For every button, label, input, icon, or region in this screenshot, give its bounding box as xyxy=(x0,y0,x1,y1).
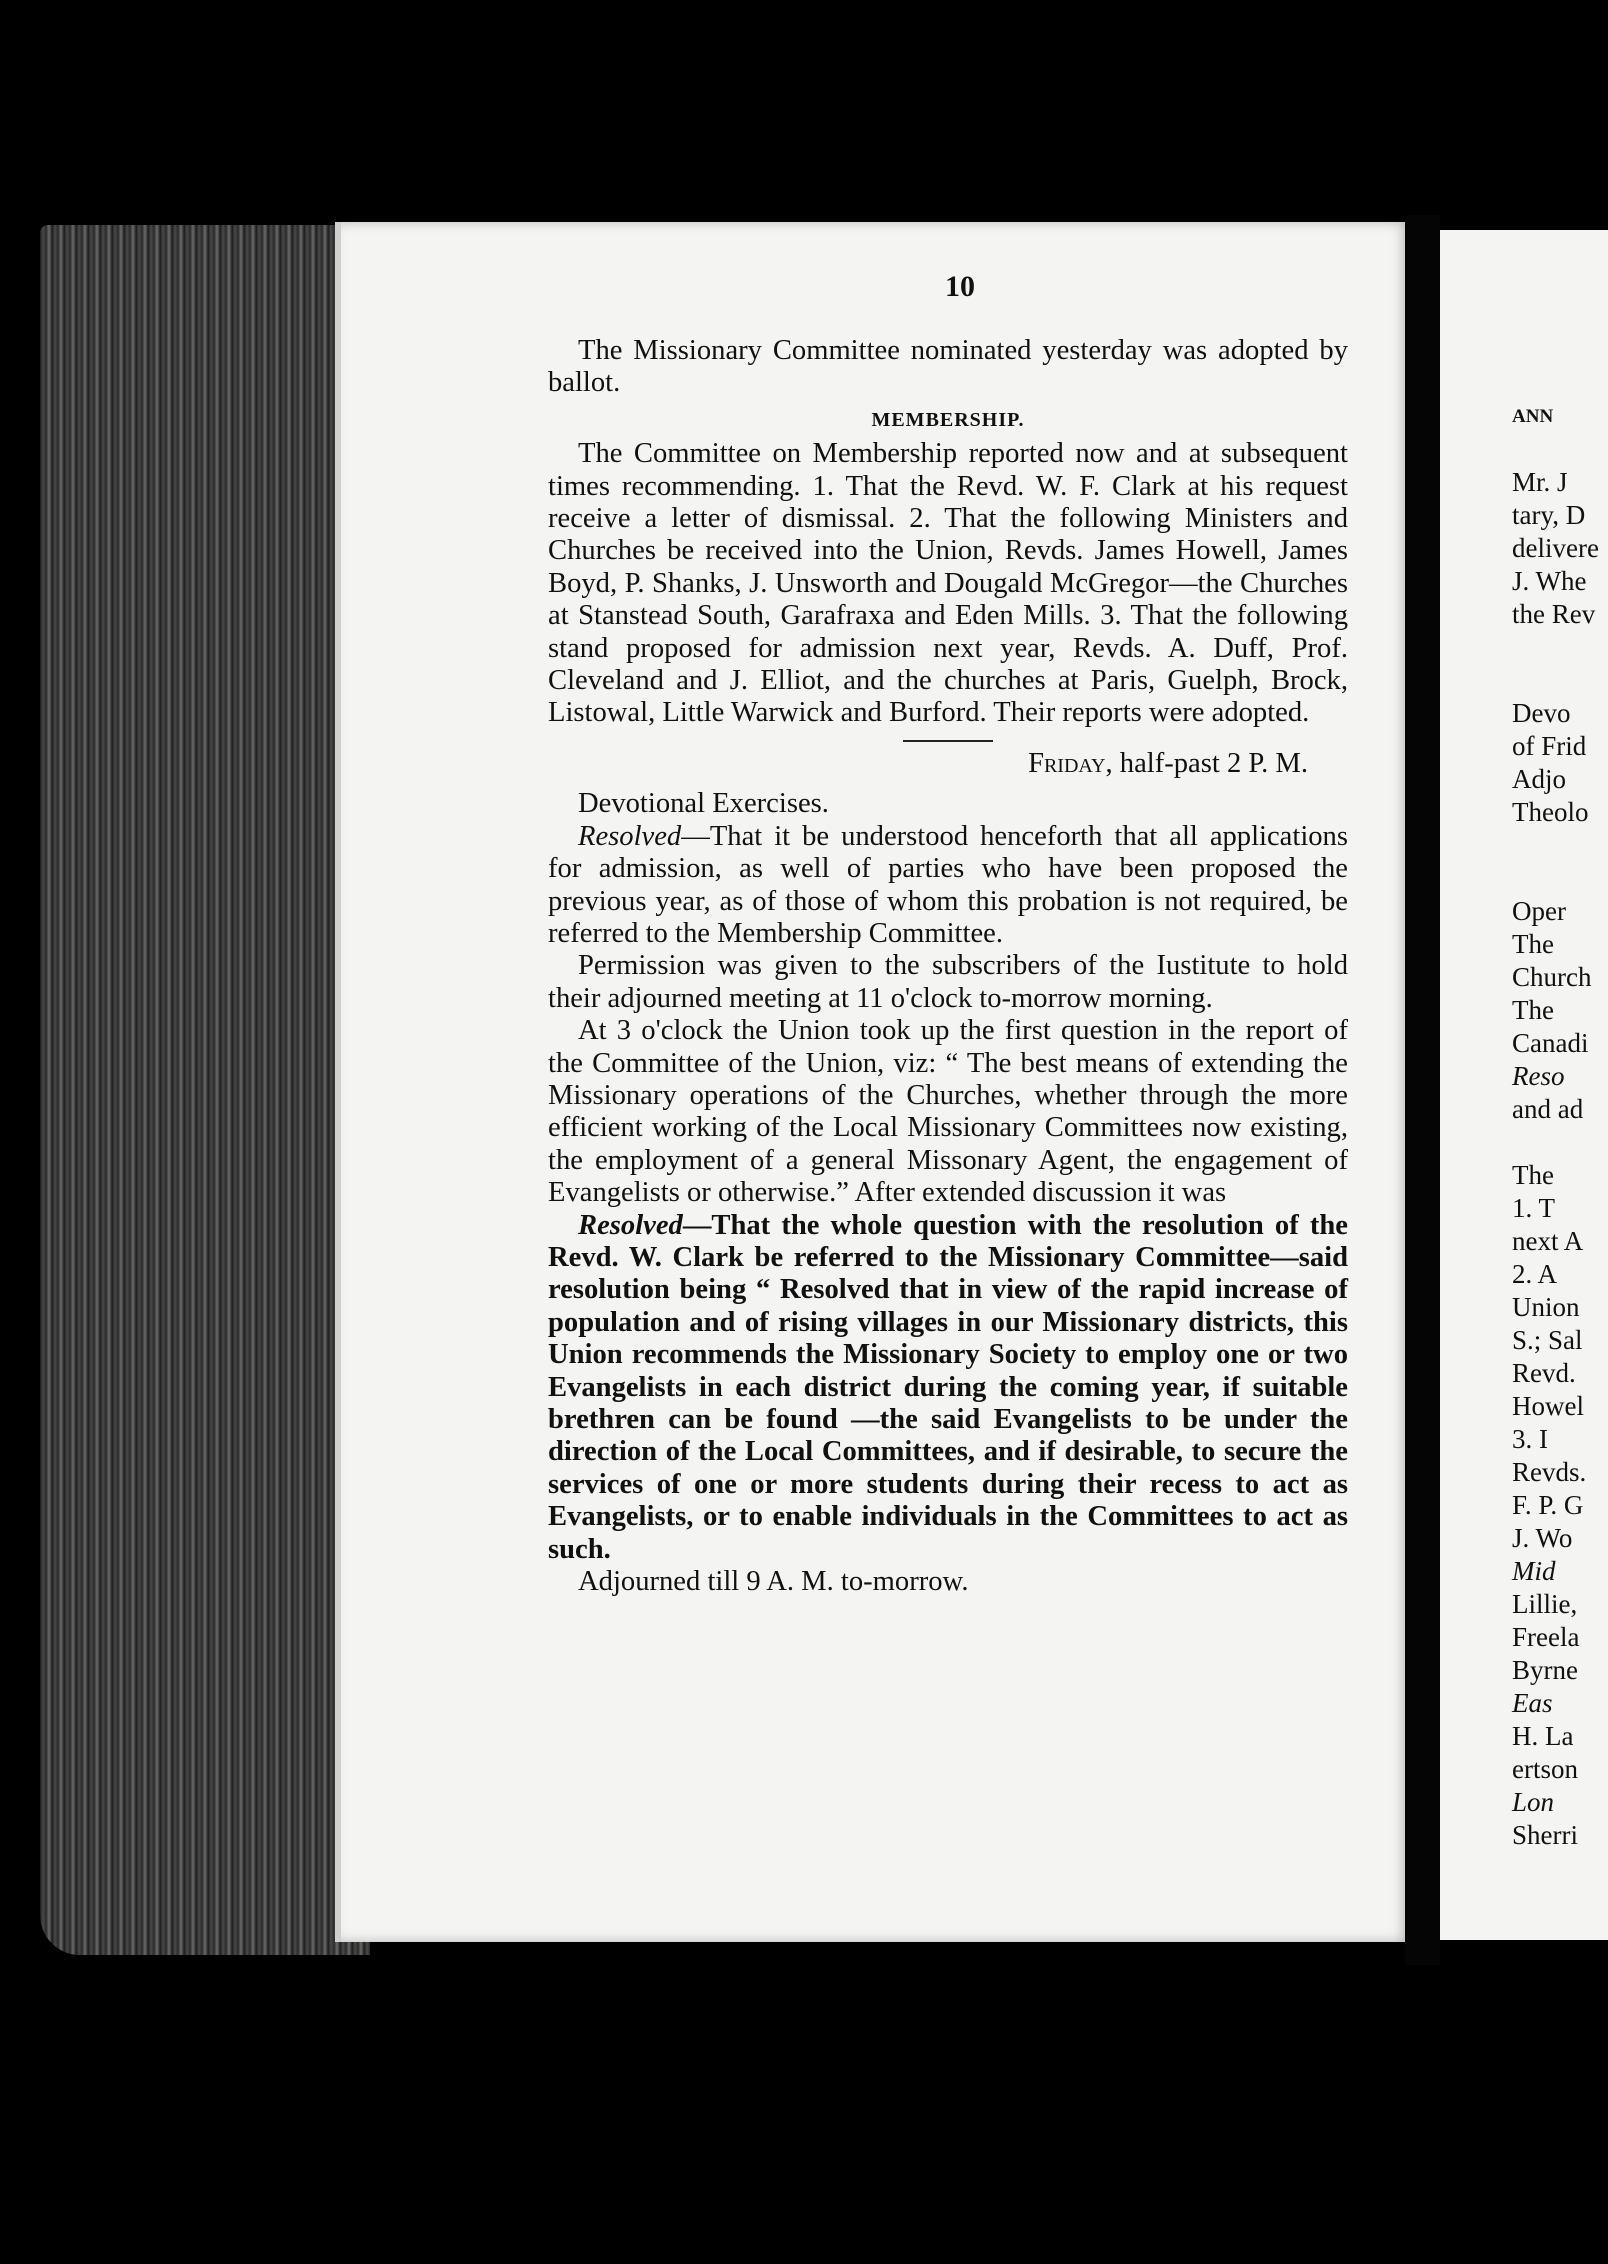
resolved-text: —That it be understood henceforth that all applications for admission, as well of parties who have been proposed the previous year, as of those of whom this probation is not required, be referred to the Membership Committee. xyxy=(548,820,1348,949)
right-page-line: The xyxy=(1512,995,1554,1025)
right-page-line: Church xyxy=(1512,962,1592,992)
paragraph-union-question: At 3 o'clock the Union took up the first question in the report of the Committee of the Union, viz: “ The best means of extending the Missionary operations of the Churches, whether through the more efficient working of the Local Missionary Committees now existing, the employment of a general Missonary Agent, the engagement of Evangelists or otherwise.” After extended discussion it was xyxy=(548,1015,1348,1209)
right-page-line xyxy=(1512,1126,1608,1159)
heading-membership: MEMBERSHIP. xyxy=(871,408,1025,431)
right-page-line: ertson xyxy=(1512,1754,1578,1784)
right-page-line: Union xyxy=(1512,1292,1580,1322)
right-page-line: Eas xyxy=(1512,1688,1553,1718)
section-divider xyxy=(903,740,993,742)
paragraph-membership-report: The Committee on Membership reported now and at subsequent times recommending. 1. That the Revd. W. F. Clark at his request receive a letter of dismissal. 2. That the following Ministers and Churches be received into the Union, Revds. James Howell, James Boyd, P. Shanks, J. Unsworth and Dougald McGregor—the Churches at Stanstead South, Garafraxa and Eden Mills. 3. That the following stand proposed for admission next year, Revds. A. Duff, Prof. Cleveland and J. Elliot, and the churches at Paris, Guelph, Brock, Listowal, Little Warwick and Burford. Their reports were adopted. xyxy=(548,438,1348,729)
right-page-line: the Rev xyxy=(1512,599,1596,629)
paragraph-permission: Permission was given to the subscribers of the Iustitute to hold their adjourned meeting at 11 o'clock to-morrow morning. xyxy=(548,950,1348,1014)
paragraph-missionary-committee: The Missionary Committee nominated yesterday was adopted by ballot. xyxy=(548,335,1348,399)
right-page-line: Freela xyxy=(1512,1622,1580,1652)
right-page-line: J. Wo xyxy=(1512,1523,1573,1553)
right-page-line: F. P. G xyxy=(1512,1490,1584,1520)
right-page-line: Mr. J xyxy=(1512,467,1568,497)
resolved-text-2: —That the whole question with the resolution of the Revd. W. Clark be referred to the Missionary Committee—said resolution being “ Resolved that in view of the rapid increase of population and of rising villages in our Missionary districts, this Union recommends the Missionary Society to employ one or two Evangelists in each district during the coming year, if suitable brethren can be found —the said Evangelists to be under the direction of the Local Committees, and if desirable, to secure the services of one or more students during their recess to act as Evangelists, or to enable individuals in the Committees to act as such. xyxy=(548,1209,1348,1565)
right-page-line xyxy=(1512,664,1608,697)
right-page-line: Howel xyxy=(1512,1391,1584,1421)
right-page-line: Mid xyxy=(1512,1556,1556,1586)
right-page-line: of Frid xyxy=(1512,731,1587,761)
right-page-line: Lon xyxy=(1512,1787,1555,1817)
paragraph-resolved-applications xyxy=(548,821,1348,951)
paragraph-adjourned: Adjourned till 9 A. M. to-morrow. xyxy=(578,1566,969,1598)
right-page-line: and ad xyxy=(1512,1094,1584,1124)
right-page-line: The xyxy=(1512,929,1554,959)
right-page-line: Canadi xyxy=(1512,1028,1589,1058)
right-page-line: H. La xyxy=(1512,1721,1574,1751)
right-page-line: J. Whe xyxy=(1512,566,1587,596)
right-page-line: The xyxy=(1512,1160,1554,1190)
right-page-line: Reso xyxy=(1512,1061,1565,1091)
friday-session-heading xyxy=(548,748,1348,780)
right-page-line: Lillie, xyxy=(1512,1589,1578,1619)
right-page-line: Theolo xyxy=(1512,797,1589,827)
right-page-line: 1. T xyxy=(1512,1193,1556,1223)
right-page-line xyxy=(1512,829,1608,862)
page-number: 10 xyxy=(945,270,975,303)
right-page-line: Adjo xyxy=(1512,764,1566,794)
right-page-line: Revds. xyxy=(1512,1457,1587,1487)
right-page-line xyxy=(1512,433,1608,466)
resolved-lead: Resolved xyxy=(578,820,682,852)
left-page-text xyxy=(548,335,1348,1598)
right-page-line: 2. A xyxy=(1512,1259,1558,1289)
friday-time: , half-past 2 P. M. xyxy=(1105,747,1308,779)
right-page-line: tary, D xyxy=(1512,500,1586,530)
right-page-line: Sherri xyxy=(1512,1820,1578,1850)
right-page-line: ANN xyxy=(1512,406,1554,427)
book-page-edges xyxy=(40,225,370,1955)
right-page-line: Byrne xyxy=(1512,1655,1578,1685)
right-page-line: S.; Sal xyxy=(1512,1325,1583,1355)
right-page-line: 3. I xyxy=(1512,1424,1548,1454)
right-page-line: Oper xyxy=(1512,896,1566,926)
book-gutter xyxy=(1405,215,1440,1965)
right-page-line xyxy=(1512,631,1608,664)
paragraph-resolved-evangelists xyxy=(548,1210,1348,1566)
right-page-line: next A xyxy=(1512,1226,1584,1256)
resolved-lead-2: Resolved xyxy=(578,1209,683,1241)
friday-day: Friday xyxy=(1028,747,1106,779)
right-page-fragments xyxy=(1512,400,1608,1852)
right-page-line: Devo xyxy=(1512,698,1571,728)
paragraph-devotional: Devotional Exercises. xyxy=(578,788,829,820)
right-page-line xyxy=(1512,862,1608,895)
right-page-line: delivere xyxy=(1512,533,1599,563)
right-page-line: Revd. xyxy=(1512,1358,1576,1388)
